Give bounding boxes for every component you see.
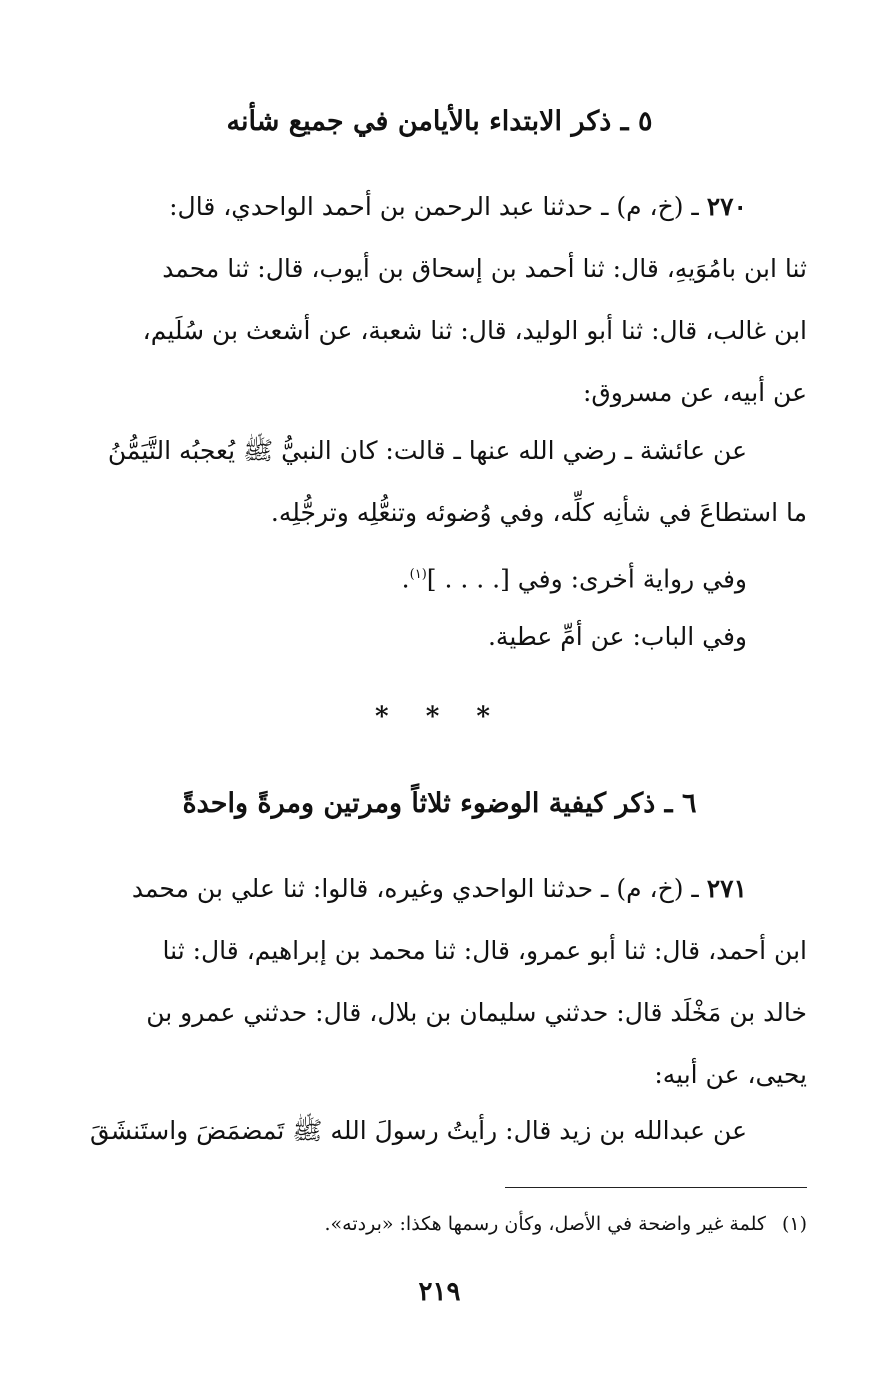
- isnad-line: ابن غالب، قال: ثنا أبو الوليد، قال: ثنا شعبة، عن أشعث بن سُلَيم،: [142, 316, 807, 345]
- isnad-line: عن أبيه، عن مسروق:: [582, 378, 807, 407]
- matn-line: عن عائشة ـ رضي الله عنها ـ قالت: كان النبيُّ ﷺ يُعجبُه التَّيَمُّنُ: [107, 436, 747, 465]
- riwaya-line: وفي رواية أخرى: وفي [. . . . ]$^{(١)}$.: [401, 564, 747, 594]
- matn-line: عن عبدالله بن زيد قال: رأيتُ رسولَ الله ﷺ تَمضمَضَ واستَنشَقَ: [90, 1116, 747, 1145]
- section-5-heading: ٥ ـ ذكر الابتداء بالأيامن في جميع شأنه: [226, 106, 653, 137]
- page-number: ٢١٩: [418, 1277, 461, 1307]
- hadith-271-isnad: [92, 858, 807, 1106]
- hadith-number: ٢٧٠: [706, 192, 747, 221]
- hadith-271-matn: [92, 1100, 807, 1162]
- hadith-270-matn: [92, 420, 807, 668]
- footnote: [92, 1207, 807, 1241]
- footnote-divider: [505, 1187, 807, 1188]
- isnad-line: ٢٧١ ـ (خ، م) ـ حدثنا الواحدي وغيره، قالوا: ثنا علي بن محمد: [131, 874, 747, 903]
- section-6-heading: ٦ ـ ذكر كيفية الوضوء ثلاثاً ومرتين ومرةً واحدةً: [182, 788, 697, 819]
- isnad-line: ثنا ابن بامُوَيهِ، قال: ثنا أحمد بن إسحاق بن أيوب، قال: ثنا محمد: [162, 254, 807, 283]
- hadith-270-isnad: [92, 176, 807, 424]
- isnad-line: خالد بن مَخْلَد قال: حدثني سليمان بن بلال، قال: حدثني عمرو بن: [146, 998, 807, 1027]
- footnote-ref: (١): [409, 567, 427, 582]
- matn-line: ما استطاعَ في شأنِه كلِّه، وفي وُضوئه وتنعُّلِه وترجُّلِه.: [270, 498, 807, 527]
- footnote-marker: (١): [781, 1213, 807, 1235]
- hadith-number: ٢٧١: [706, 874, 747, 903]
- footnote-text: كلمة غير واضحة في الأصل، وكأن رسمها هكذا: «بردته».: [324, 1213, 766, 1235]
- isnad-line: ٢٧٠ ـ (خ، م) ـ حدثنا عبد الرحمن بن أحمد الواحدي، قال:: [169, 192, 747, 221]
- bab-line: وفي الباب: عن أمِّ عطية.: [487, 622, 747, 651]
- section-separator: * * *: [375, 702, 504, 732]
- isnad-line: ابن أحمد، قال: ثنا أبو عمرو، قال: ثنا محمد بن إبراهيم، قال: ثنا: [162, 936, 807, 965]
- isnad-line: يحيى، عن أبيه:: [654, 1060, 807, 1089]
